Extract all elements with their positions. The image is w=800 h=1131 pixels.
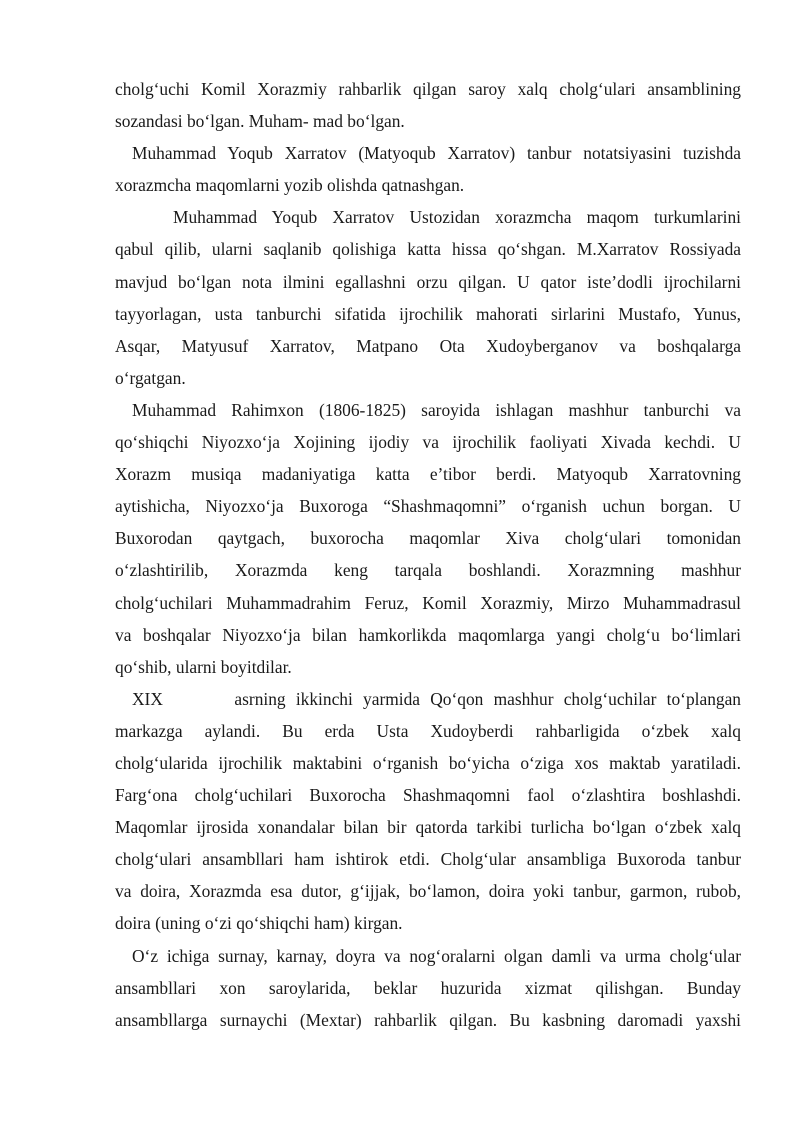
text-line: Xorazm musiqa madaniyatiga katta e’tibor berdi. Matyoqub Xarratovning xyxy=(115,464,741,485)
text-line: sozandasi bo‘lgan. Muham- mad bo‘lgan. xyxy=(115,111,405,132)
text-line: cholg‘ularida ijrochilik maktabini o‘rganish bo‘yicha o‘ziga xos maktab yaratiladi. xyxy=(115,752,741,773)
text-line: Maqomlar ijrosida xonandalar bilan bir qatorda tarkibi turlicha bo‘lgan o‘zbek xalq xyxy=(115,817,741,838)
text-line: Asqar, Matyusuf Xarratov, Matpano Ota Xudoyberganov va boshqalarga xyxy=(115,335,741,356)
text-line: Farg‘ona cholg‘uchilari Buxorocha Shashmaqomni faol o‘zlashtira boshlashdi. xyxy=(115,785,741,806)
text-line: ansambllarga surnaychi (Mextar) rahbarlik qilgan. Bu kasbning daromadi yaxshi xyxy=(115,1009,741,1030)
text-line: tayyorlagan, usta tanburchi sifatida ijrochilik mahorati sirlarini Mustafo, Yunus, xyxy=(115,303,741,324)
text-line: cholg‘uchilari Muhammadrahim Feruz, Komil Xorazmiy, Mirzo Muhammadrasul xyxy=(115,592,741,613)
text-line: mavjud bo‘lgan nota ilmini egallashni orzu qilgan. U qator iste’dodli ijrochilarni xyxy=(115,271,741,292)
text-line: Buxorodan qaytgach, buxorocha maqomlar Xiva cholg‘ulari tomonidan xyxy=(115,528,741,549)
text-line: qabul qilib, ularni saqlanib qolishiga katta hissa qo‘shgan. M.Xarratov Rossiyada xyxy=(115,239,741,260)
text-line: xorazmcha maqomlarni yozib olishda qatnashgan. xyxy=(115,175,465,196)
text-line: va boshqalar Niyozxo‘ja bilan hamkorlikda maqomlarga yangi cholg‘u bo‘limlari xyxy=(115,624,741,645)
text-line: o‘zlashtirilib, Xorazmda keng tarqala boshlandi. Xorazmning mashhur xyxy=(115,560,741,581)
text-line: cholg‘uchi Komil Xorazmiy rahbarlik qilgan saroy xalq cholg‘ulari ansamblining xyxy=(115,79,741,99)
document-body xyxy=(115,73,741,1036)
text-line: Muhammad Yoqub Xarratov (Matyoqub Xarratov) tanbur notatsiyasini tuzishda xyxy=(132,143,741,164)
text-line: XIX asrning ikkinchi yarmida Qo‘qon mashhur cholg‘uchilar to‘plangan xyxy=(132,688,741,709)
text-line: Muhammad Yoqub Xarratov Ustozidan xorazmcha maqom turkumlarini xyxy=(173,207,741,228)
text-line: markazga aylandi. Bu erda Usta Xudoyberdi rahbarligida o‘zbek xalq xyxy=(115,720,741,741)
text-line: cholg‘ulari ansambllari ham ishtirok etdi. Cholg‘ular ansambliga Buxoroda tanbur xyxy=(115,849,741,870)
text-line: ansambllari xon saroylarida, beklar huzurida xizmat qilishgan. Bunday xyxy=(115,977,741,998)
text-line: O‘z ichiga surnay, karnay, doyra va nog‘oralarni olgan damli va urma cholg‘ular xyxy=(132,945,741,966)
text-line: qo‘shiqchi Niyozxo‘ja Xojining ijodiy va ijrochilik faoliyati Xivada kechdi. U xyxy=(115,432,741,453)
text-line: o‘rgatgan. xyxy=(115,367,186,388)
text-line: Muhammad Rahimxon (1806-1825) saroyida ishlagan mashhur tanburchi va xyxy=(132,399,741,420)
text-line: doira (uning o‘zi qo‘shiqchi ham) kirgan. xyxy=(115,913,403,934)
text-line: aytishicha, Niyozxo‘ja Buxoroga “Shashmaqomni” o‘rganish uchun borgan. U xyxy=(115,496,741,517)
text-line: qo‘shib, ularni boyitdilar. xyxy=(115,656,292,677)
text-line: va doira, Xorazmda esa dutor, g‘ijjak, bo‘lamon, doira yoki tanbur, garmon, rubob, xyxy=(115,881,741,902)
